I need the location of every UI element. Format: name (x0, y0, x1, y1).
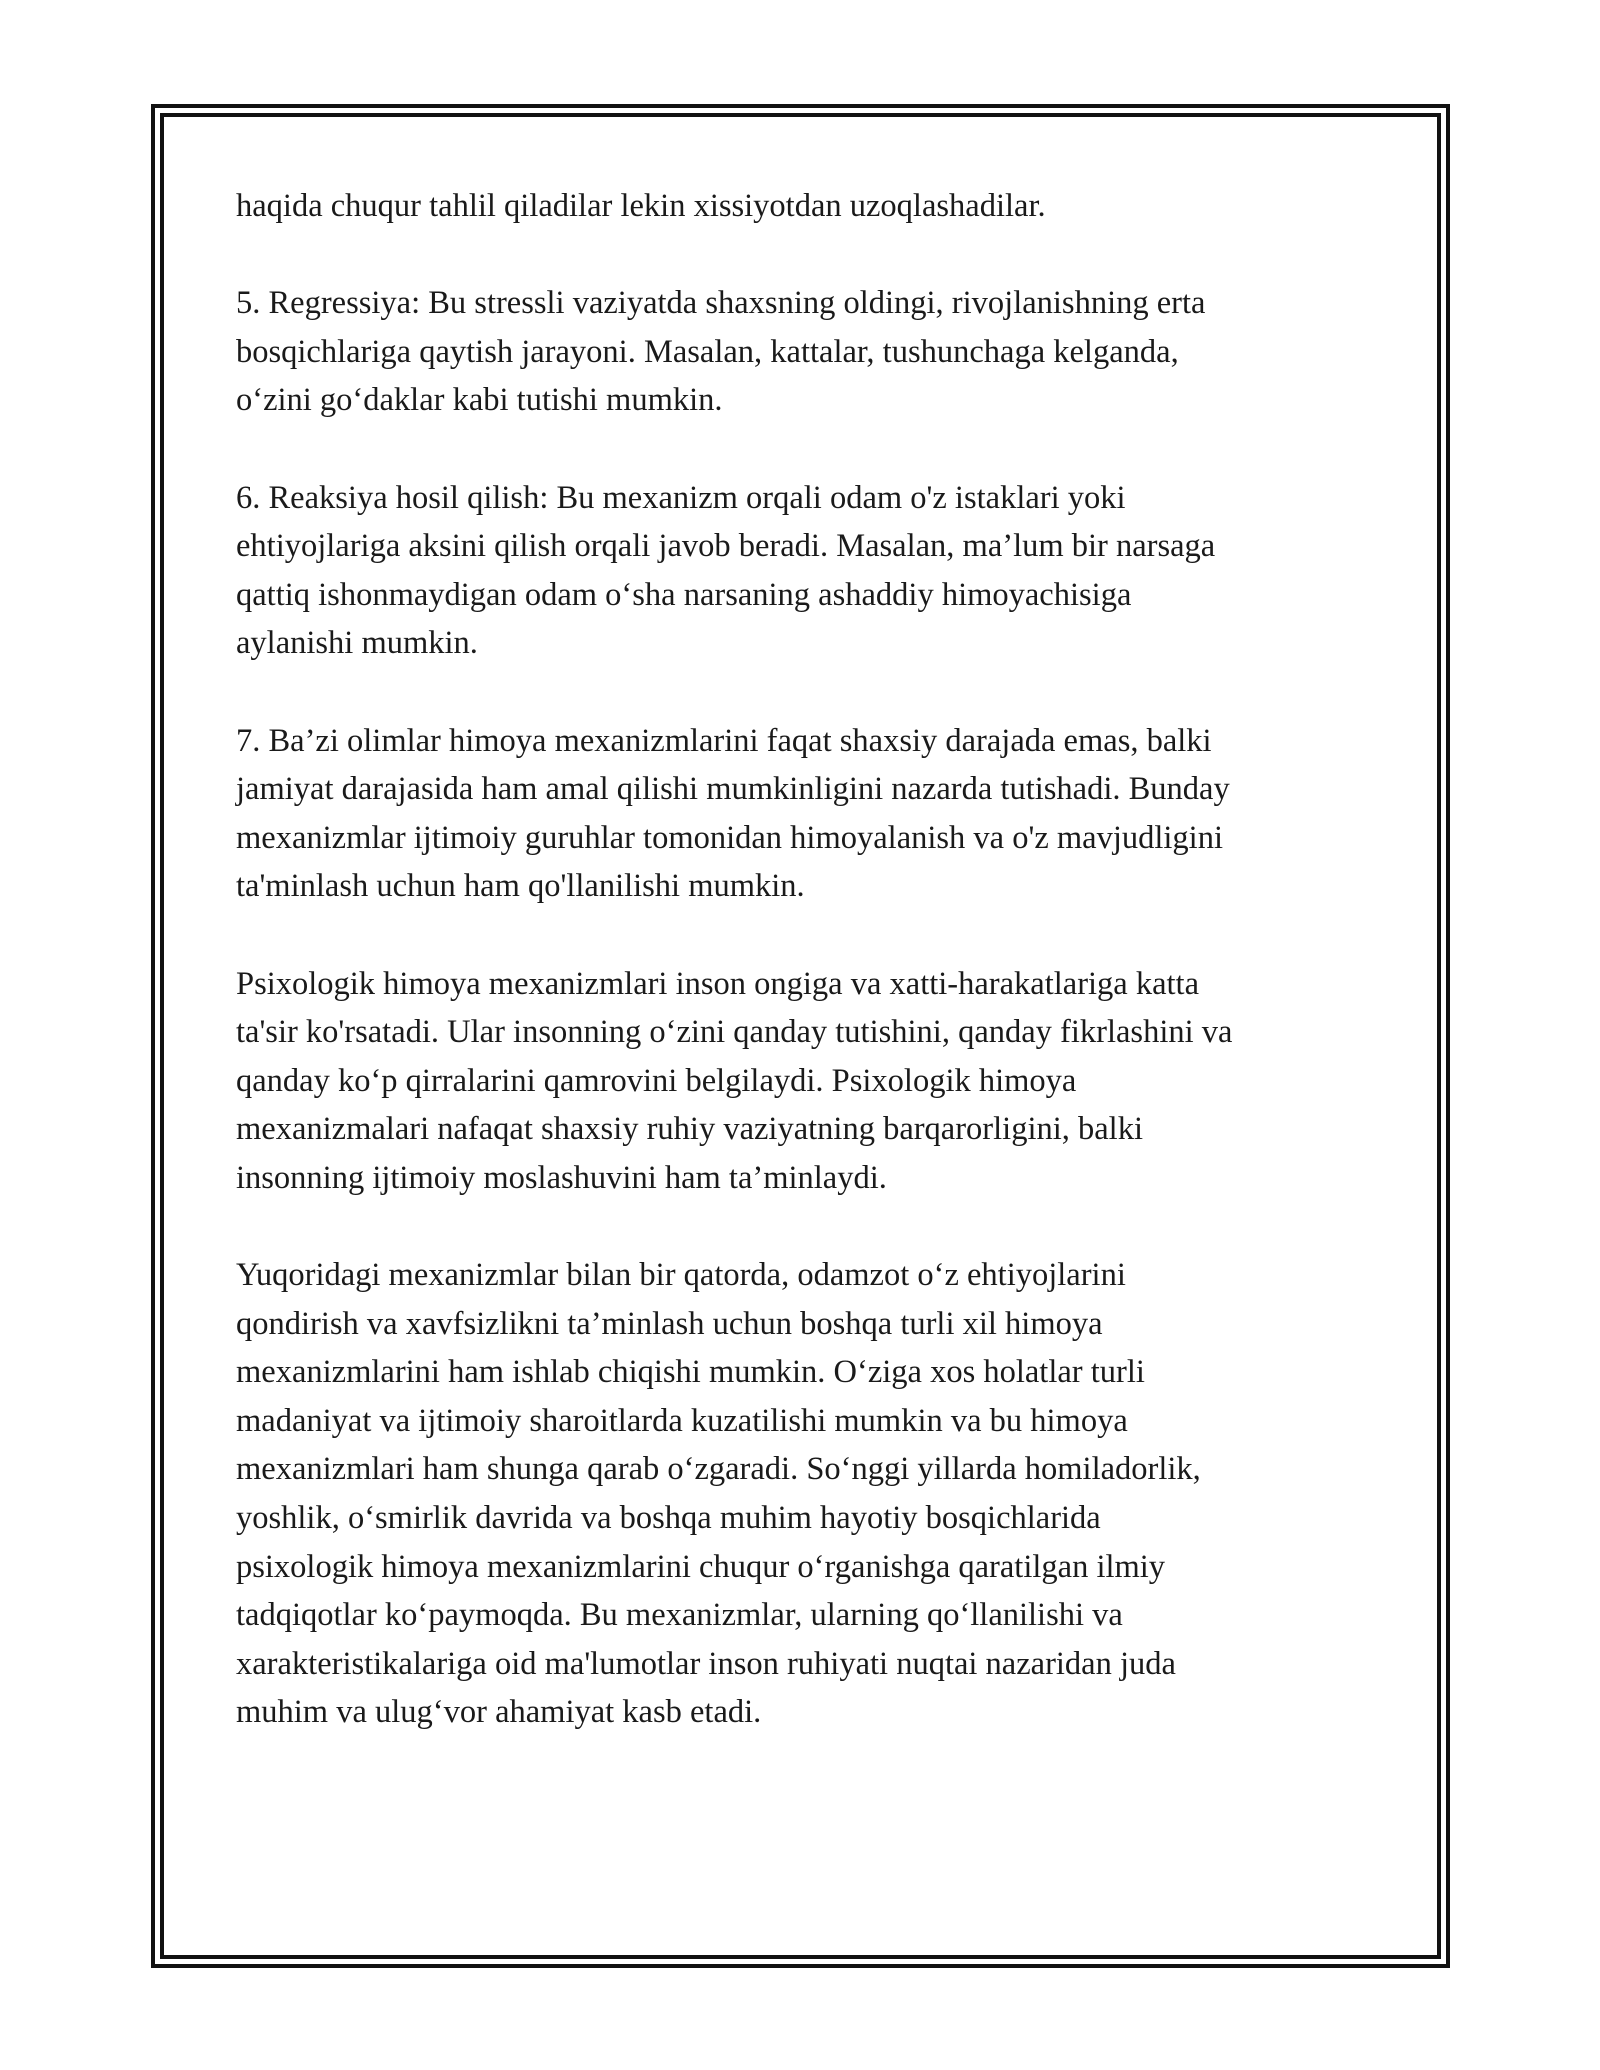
text-line: haqida chuqur tahlil qiladilar lekin xissiyotdan uzoqlashadilar. (236, 188, 1046, 224)
text-line: 6. Reaksiya hosil qilish: Bu mexanizm orqali odam o'z istaklari yoki (236, 479, 1126, 516)
text-line: ehtiyojlariga aksini qilish orqali javob beradi. Masalan, ma’lum bir narsaga (236, 528, 1216, 565)
text-line: bosqichlariga qaytish jarayoni. Masalan, kattalar, tushunchaga kelganda, (236, 333, 1179, 370)
text-line: mexanizmlar ijtimoiy guruhlar tomonidan himoyalanish va o'z mavjudligini (236, 819, 1223, 856)
paragraph-social-mechanisms (236, 717, 1376, 911)
text-line: mexanizmalari nafaqat shaxsiy ruhiy vaziyatning barqarorligini, balki (236, 1111, 1143, 1148)
text-line: o‘zini go‘daklar kabi tutishi mumkin. (236, 382, 723, 419)
paragraph-reaction-formation (236, 474, 1376, 668)
text-line: muhim va ulug‘vor ahamiyat kasb etadi. (236, 1694, 762, 1731)
text-line: mexanizmlari ham shunga qarab o‘zgaradi. So‘nggi yillarda homiladorlik, (236, 1451, 1201, 1488)
text-line: Psixologik himoya mexanizmlari inson ongiga va xatti-harakatlariga katta (236, 965, 1200, 1002)
paragraph-regression (236, 279, 1376, 425)
text-line: psixologik himoya mexanizmlarini chuqur o‘rganishga qaratilgan ilmiy (236, 1548, 1166, 1585)
text-line: xarakteristikalariga oid ma'lumotlar inson ruhiyati nuqtai nazaridan juda (236, 1645, 1176, 1682)
paragraph-intellectualization-end (236, 182, 1376, 231)
text-line: 7. Ba’zi olimlar himoya mexanizmlarini faqat shaxsiy darajada emas, balki (236, 722, 1212, 759)
text-line: ta'minlash uchun ham qo'llanilishi mumkin. (236, 868, 805, 905)
paragraph-conclusion (236, 1251, 1376, 1737)
text-line: jamiyat darajasida ham amal qilishi mumkinligini nazarda tutishadi. Bunday (236, 771, 1230, 808)
text-line: madaniyat va ijtimoiy sharoitlarda kuzatilishi mumkin va bu himoya (236, 1402, 1128, 1439)
text-line: insonning ijtimoiy moslashuvini ham ta’minlaydi. (236, 1159, 887, 1196)
text-line: qattiq ishonmaydigan odam o‘sha narsaning ashaddiy himoyachisiga (236, 576, 1132, 613)
text-line: 5. Regressiya: Bu stressli vaziyatda shaxsning oldingi, rivojlanishning erta (236, 285, 1206, 322)
text-line: tadqiqotlar ko‘paymoqda. Bu mexanizmlar, ularning qo‘llanilishi va (236, 1597, 1123, 1634)
text-line: yoshlik, o‘smirlik davrida va boshqa muhim hayotiy bosqichlarida (236, 1500, 1101, 1537)
paragraph-influence (236, 960, 1376, 1203)
text-line: Yuqoridagi mexanizmlar bilan bir qatorda, odamzot o‘z ehtiyojlarini (236, 1257, 1126, 1294)
text-line: qanday ko‘p qirralarini qamrovini belgilaydi. Psixologik himoya (236, 1062, 1077, 1099)
text-line: qondirish va xavfsizlikni ta’minlash uchun boshqa turli xil himoya (236, 1305, 1103, 1342)
text-line: ta'sir ko'rsatadi. Ular insonning o‘zini qanday tutishini, qanday fikrlashini va (236, 1014, 1233, 1051)
text-line: mexanizmlarini ham ishlab chiqishi mumkin. O‘ziga xos holatlar turli (236, 1354, 1145, 1391)
text-line: aylanishi mumkin. (236, 625, 478, 662)
document-body (236, 182, 1376, 1786)
